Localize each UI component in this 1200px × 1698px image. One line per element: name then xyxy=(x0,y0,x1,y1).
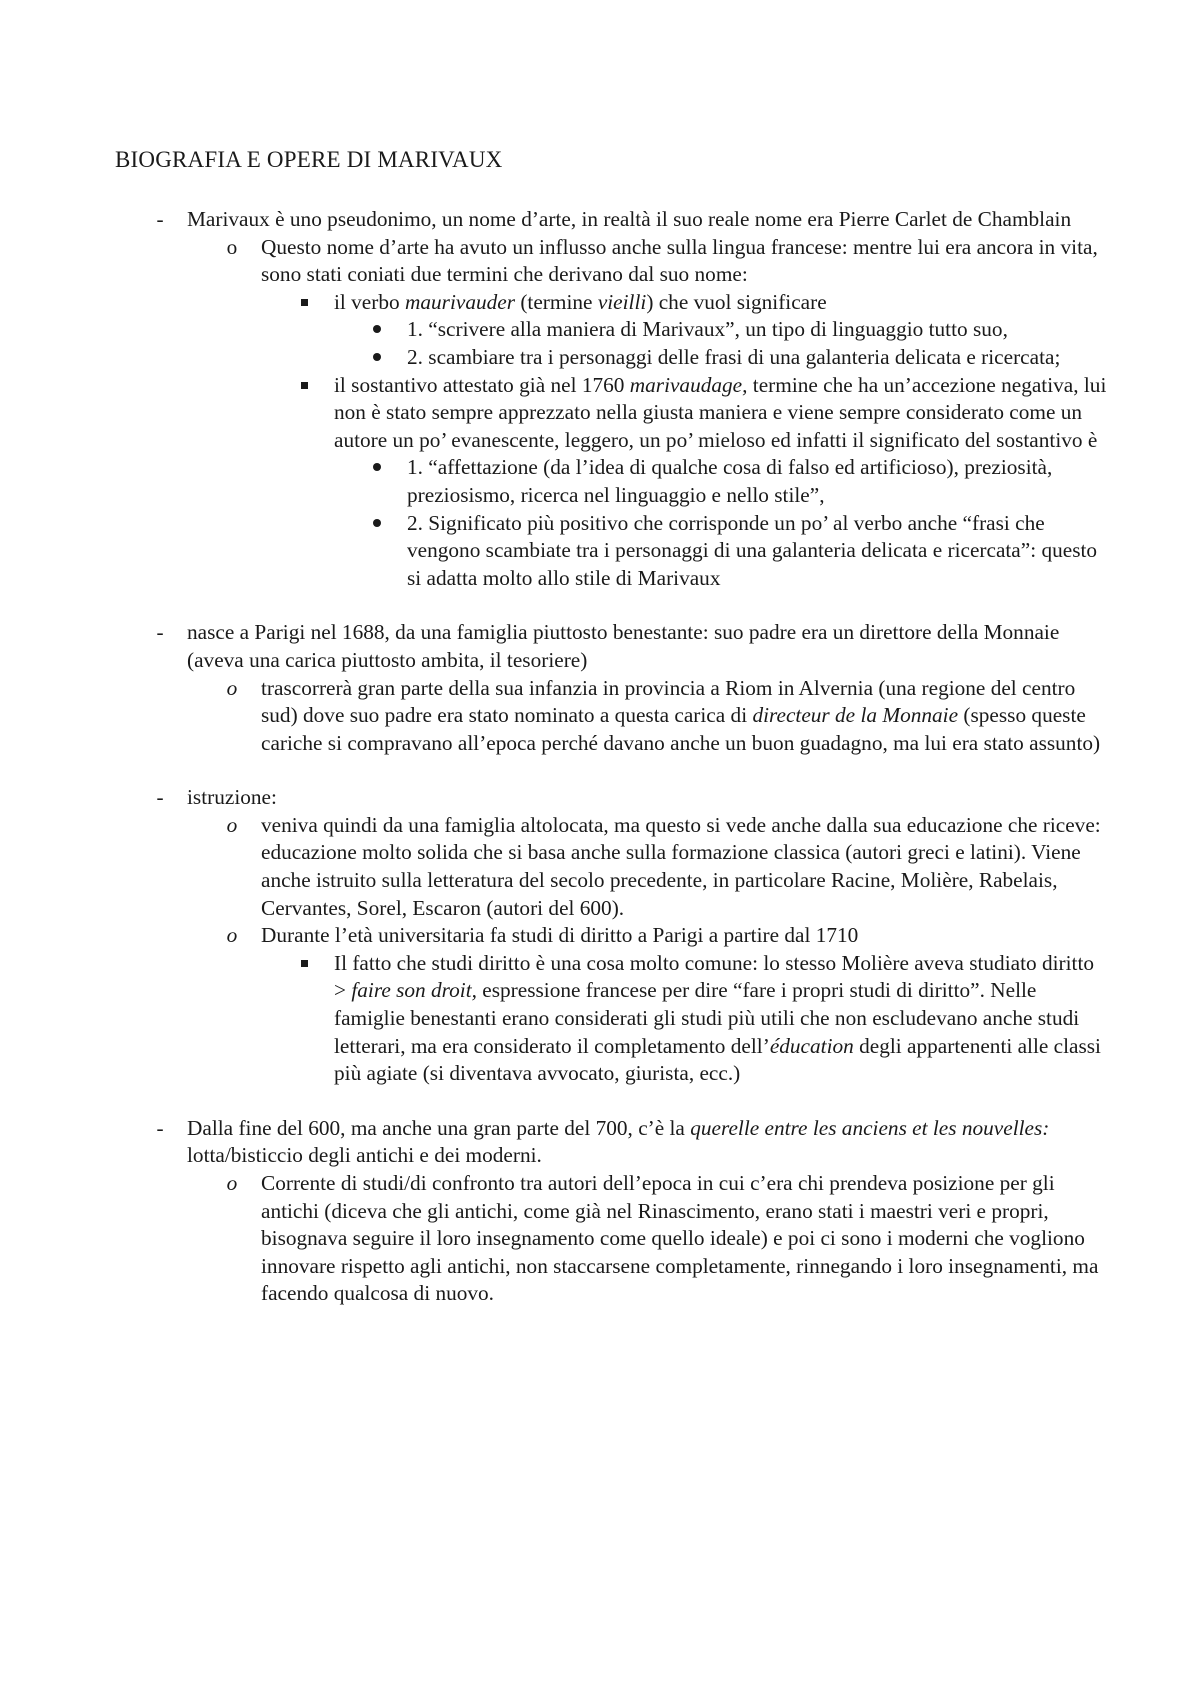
sub-item-text: 2. Significato più positivo che corrisponde un po’ al verbo anche “frasi che vengono scambiate tra i personaggi di una galanteria delicata e ricercata”: questo si adatta molto allo stile di Marivaux xyxy=(407,510,1098,590)
circle-marker: o xyxy=(226,675,238,700)
sub-item-ancients-moderns xyxy=(0,1170,1200,1308)
dash-marker: - xyxy=(156,1115,164,1140)
list-item-text: nasce a Parigi nel 1688, da una famiglia piuttosto benestante: suo padre era un direttore della Monnaie (aveva una carica piuttosto ambita, il tesoriere) xyxy=(187,620,1060,672)
text-run: degli appartenenti alle classi più agiate (si diventava avvocato, giurista, ecc.) xyxy=(334,1033,1101,1086)
text-run: (termine xyxy=(515,289,598,314)
square-bullet-icon xyxy=(296,372,312,400)
list-item-birth xyxy=(0,619,1200,674)
sub-item-noun xyxy=(0,372,1200,455)
sub-item-university xyxy=(0,922,1200,950)
round-bullet-icon xyxy=(369,316,385,344)
sub-item-text xyxy=(261,675,1110,758)
italic-term: vieilli xyxy=(597,289,647,314)
list-item-pseudonym xyxy=(0,206,1200,234)
square-bullet-icon xyxy=(296,950,312,978)
round-bullet-icon xyxy=(369,454,385,482)
dash-marker: - xyxy=(156,207,164,231)
sub-item-text: 1. “affettazione (da l’idea di qualche cosa di falso ed artificioso), preziosità, preziosismo, ricerca nel linguaggio e nello stile”, xyxy=(407,455,1053,507)
sub-item-text: veniva quindi da una famiglia altolocata, ma questo si vede anche dalla sua educazione che riceve: educazione molto solida che si basa anche sulla formazione classica (autori greci e latini). Viene anche istruito sulla letteratura del secolo precedente, in particolare Racine, Molière, Rabelais, Cervantes, Sorel, Escaron (autori del 600). xyxy=(261,812,1101,920)
sub-item-family-education xyxy=(0,812,1200,922)
list-item-text: istruzione: xyxy=(187,785,277,810)
circle-marker: o xyxy=(226,812,238,837)
sub-item-name-influence xyxy=(0,234,1200,289)
text-run: lotta/bisticcio degli antichi e dei moderni. xyxy=(187,1143,542,1168)
sub-item-text: Durante l’età universitaria fa studi di diritto a Parigi a partire dal 1710 xyxy=(261,923,859,948)
sub-item-text xyxy=(334,372,1110,455)
text-run: espressione francese per dire “fare i propri studi di diritto”. Nelle famiglie benestanti erano considerati gli studi più utili che non escludevano anche studi letterari, ma era considerato il completamento dell’ xyxy=(334,978,1080,1058)
list-item-education xyxy=(0,784,1200,812)
italic-term: directeur de la Monnaie xyxy=(752,703,959,728)
circle-marker: o xyxy=(226,234,238,259)
list-item-text xyxy=(187,1115,1110,1170)
circle-marker: o xyxy=(226,923,238,948)
sub-item-childhood xyxy=(0,675,1200,758)
sub-item-text: Questo nome d’arte ha avuto un influsso anche sulla lingua francese: mentre lui era ancora in vita, sono stati coniati due termini che derivano dal suo nome: xyxy=(261,234,1098,287)
sub-item-text xyxy=(334,950,1110,1088)
document-body xyxy=(0,206,1200,1308)
circle-marker: o xyxy=(226,1171,238,1195)
text-run: (spesso queste cariche si compravano all’epoca perché davano anche un buon guadagno, ma lui era stato assunto) xyxy=(261,703,1101,755)
italic-term: marivaudage, xyxy=(629,372,748,397)
text-run: trascorrerà gran parte della sua infanzia in provincia a Riom in Alvernia (una regione del centro sud) dove suo padre era stato nominato a questa carica di xyxy=(261,675,1076,728)
text-run: il sostantivo attestato già nel 1760 xyxy=(334,372,630,397)
list-item-text: Marivaux è uno pseudonimo, un nome d’arte, in realtà il suo reale nome era Pierre Carlet de Chamblain xyxy=(187,207,1072,231)
round-bullet-icon xyxy=(369,344,385,372)
text-run: Dalla fine del 600, ma anche una gran parte del 700, c’è la xyxy=(187,1115,691,1140)
dash-marker: - xyxy=(156,785,164,810)
sub-item-noun-meaning-1 xyxy=(0,454,1200,509)
spacer xyxy=(0,1088,1200,1115)
italic-term: maurivauder xyxy=(404,289,516,314)
square-bullet-icon xyxy=(296,289,312,317)
spacer xyxy=(0,757,1200,784)
sub-item-text xyxy=(334,289,1110,317)
sub-item-verb-meaning-2 xyxy=(0,344,1200,372)
text-run: il verbo xyxy=(334,289,405,314)
italic-term: faire son droit, xyxy=(351,978,477,1003)
italic-term: querelle entre les anciens et les nouvelles: xyxy=(690,1115,1050,1140)
text-run: Il fatto che studi diritto è una cosa molto comune: lo stesso Molière aveva studiato diritto > xyxy=(334,950,1095,1003)
list-item-querelle xyxy=(0,1115,1200,1170)
text-run: ) che vuol significare xyxy=(646,289,827,314)
dash-marker: - xyxy=(156,620,164,645)
sub-item-text: Corrente di studi/di confronto tra autori dell’epoca in cui c’era chi prendeva posizione per gli antichi (diceva che gli antichi, come già nel Rinascimento, erano stati i maestri veri e propri, bisognava seguire il loro insegnamento come quello ideale) e poi ci sono i moderni che vogliono innovare rispetto agli antichi, non staccarsene completamente, rinnegando i loro insegnamenti, ma facendo qualcosa di nuovo. xyxy=(261,1171,1099,1306)
sub-item-law-studies xyxy=(0,950,1200,1088)
italic-term: éducation xyxy=(769,1033,854,1058)
sub-item-text: 2. scambiare tra i personaggi delle frasi di una galanteria delicata e ricercata; xyxy=(407,344,1061,369)
sub-item-verb xyxy=(0,289,1200,317)
sub-item-text: 1. “scrivere alla maniera di Marivaux”, un tipo di linguaggio tutto suo, xyxy=(407,317,1008,342)
spacer xyxy=(0,592,1200,619)
sub-item-noun-meaning-2 xyxy=(0,510,1200,593)
text-run: termine che ha un’accezione negativa, lui non è stato sempre apprezzato nella giusta maniera e viene sempre considerato come un autore un po’ evanescente, leggero, un po’ mieloso ed infatti il significato del sostantivo è xyxy=(334,372,1107,452)
page-title: BIOGRAFIA E OPERE DI MARIVAUX xyxy=(115,147,503,172)
round-bullet-icon xyxy=(369,510,385,538)
sub-item-verb-meaning-1 xyxy=(0,316,1200,344)
